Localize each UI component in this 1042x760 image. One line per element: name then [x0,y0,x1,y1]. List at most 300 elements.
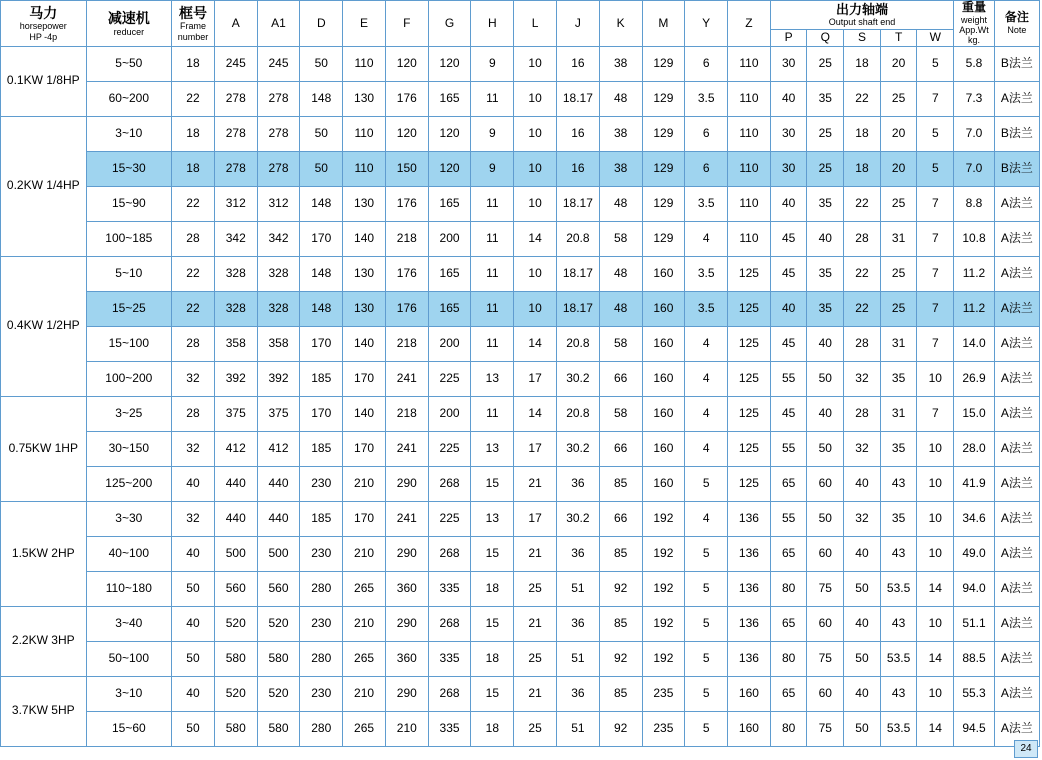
cell-dim-f: 176 [385,186,428,221]
cell-dim-m: 192 [642,501,685,536]
cell-frame-number: 18 [172,151,215,186]
cell-dim-a1: 245 [257,46,300,81]
cell-model: 0.4KW 1/2HP [1,256,87,396]
cell-dim-z: 110 [728,116,771,151]
cell-output-w: 10 [917,676,954,711]
cell-dim-l: 21 [514,536,557,571]
cell-dim-f: 218 [385,396,428,431]
cell-output-t: 35 [880,501,917,536]
cell-dim-a: 278 [214,116,257,151]
cell-frame-number: 28 [172,221,215,256]
cell-dim-j: 51 [556,571,599,606]
cell-output-q: 50 [807,501,844,536]
cell-dim-y: 3.5 [685,186,728,221]
header-out-w: W [917,30,954,47]
cell-dim-m: 160 [642,326,685,361]
cell-dim-z: 125 [728,361,771,396]
cell-reduction-ratio: 40~100 [86,536,172,571]
cell-dim-h: 18 [471,571,514,606]
cell-output-p: 65 [770,676,807,711]
cell-dim-f: 150 [385,151,428,186]
cell-dim-y: 5 [685,641,728,676]
cell-output-w: 5 [917,151,954,186]
cell-dim-g: 335 [428,571,471,606]
cell-dim-e: 130 [343,186,386,221]
cell-note: B法兰 [994,151,1039,186]
cell-dim-d: 230 [300,676,343,711]
cell-dim-d: 170 [300,326,343,361]
cell-output-s: 22 [844,291,881,326]
cell-model: 3.7KW 5HP [1,676,87,746]
cell-dim-h: 11 [471,291,514,326]
cell-dim-f: 120 [385,46,428,81]
table-row [1,501,1040,536]
cell-weight: 5.8 [954,46,995,81]
cell-dim-a1: 312 [257,186,300,221]
cell-output-q: 25 [807,151,844,186]
cell-dim-m: 129 [642,116,685,151]
table-row [1,396,1040,431]
cell-dim-l: 10 [514,116,557,151]
table-row [1,151,1040,186]
cell-output-s: 40 [844,676,881,711]
cell-dim-a: 520 [214,606,257,641]
cell-output-p: 40 [770,291,807,326]
cell-dim-l: 10 [514,186,557,221]
cell-dim-h: 11 [471,81,514,116]
header-frame [172,1,215,47]
cell-dim-d: 280 [300,641,343,676]
cell-dim-g: 268 [428,536,471,571]
cell-reduction-ratio: 15~30 [86,151,172,186]
cell-dim-d: 170 [300,396,343,431]
cell-dim-k: 85 [599,606,642,641]
cell-dim-e: 130 [343,256,386,291]
cell-dim-j: 16 [556,116,599,151]
header-dim-e: E [343,1,386,47]
cell-dim-f: 290 [385,466,428,501]
cell-frame-number: 18 [172,116,215,151]
table-row [1,186,1040,221]
cell-note: A法兰 [994,711,1039,746]
cell-output-p: 45 [770,396,807,431]
cell-output-t: 43 [880,536,917,571]
table-row [1,361,1040,396]
cell-dim-a: 580 [214,711,257,746]
cell-dim-y: 3.5 [685,291,728,326]
header-dim-k: K [599,1,642,47]
cell-dim-g: 268 [428,466,471,501]
cell-output-q: 60 [807,606,844,641]
cell-dim-z: 110 [728,46,771,81]
cell-dim-f: 176 [385,81,428,116]
cell-output-w: 10 [917,431,954,466]
cell-output-t: 31 [880,396,917,431]
table-row [1,221,1040,256]
cell-reduction-ratio: 5~50 [86,46,172,81]
cell-output-p: 80 [770,711,807,746]
cell-dim-a: 440 [214,501,257,536]
cell-reduction-ratio: 100~200 [86,361,172,396]
cell-model: 0.1KW 1/8HP [1,46,87,116]
header-note [994,1,1039,47]
table-row [1,81,1040,116]
cell-dim-z: 136 [728,501,771,536]
cell-output-q: 40 [807,221,844,256]
cell-dim-a1: 278 [257,116,300,151]
cell-frame-number: 22 [172,291,215,326]
cell-dim-k: 66 [599,431,642,466]
header-frame-en2: number [177,31,209,42]
header-output-en: Output shaft end [828,17,896,28]
cell-output-q: 60 [807,676,844,711]
cell-dim-z: 125 [728,291,771,326]
cell-dim-d: 230 [300,536,343,571]
cell-frame-number: 22 [172,186,215,221]
cell-note: B法兰 [994,116,1039,151]
cell-dim-g: 165 [428,186,471,221]
cell-dim-h: 15 [471,536,514,571]
cell-dim-g: 120 [428,151,471,186]
cell-note: A法兰 [994,606,1039,641]
cell-dim-j: 51 [556,711,599,746]
header-dim-l: L [514,1,557,47]
header-weight-en: weight [961,14,988,25]
cell-note: A法兰 [994,256,1039,291]
header-dim-j: J [556,1,599,47]
table-row [1,571,1040,606]
cell-output-t: 53.5 [880,571,917,606]
cell-dim-y: 4 [685,431,728,466]
cell-reduction-ratio: 5~10 [86,256,172,291]
header-dim-m: M [642,1,685,47]
cell-dim-m: 160 [642,256,685,291]
cell-reduction-ratio: 100~185 [86,221,172,256]
cell-dim-a: 328 [214,256,257,291]
table-row [1,641,1040,676]
header-row-primary [1,1,1040,30]
cell-dim-d: 185 [300,431,343,466]
cell-dim-f: 290 [385,676,428,711]
header-weight-en2: App.Wt [959,25,989,36]
cell-output-q: 25 [807,116,844,151]
cell-output-s: 22 [844,256,881,291]
cell-output-w: 7 [917,396,954,431]
cell-dim-k: 58 [599,326,642,361]
cell-dim-f: 218 [385,326,428,361]
cell-reduction-ratio: 125~200 [86,466,172,501]
cell-dim-a: 278 [214,151,257,186]
header-dim-z: Z [728,1,771,47]
cell-output-t: 20 [880,151,917,186]
cell-dim-m: 160 [642,291,685,326]
cell-dim-d: 170 [300,221,343,256]
header-dim-g: G [428,1,471,47]
table-row [1,431,1040,466]
cell-dim-z: 160 [728,711,771,746]
cell-dim-y: 4 [685,361,728,396]
cell-dim-k: 48 [599,256,642,291]
header-reducer-cn: 减速机 [107,9,150,26]
cell-dim-h: 18 [471,641,514,676]
header-out-t: T [880,30,917,47]
cell-dim-l: 25 [514,711,557,746]
cell-dim-j: 30.2 [556,501,599,536]
cell-output-s: 50 [844,571,881,606]
cell-dim-a1: 328 [257,256,300,291]
cell-output-w: 7 [917,186,954,221]
cell-reduction-ratio: 50~100 [86,641,172,676]
cell-note: A法兰 [994,676,1039,711]
cell-dim-z: 110 [728,221,771,256]
cell-output-w: 7 [917,81,954,116]
cell-note: A法兰 [994,431,1039,466]
cell-dim-z: 125 [728,256,771,291]
cell-dim-z: 136 [728,606,771,641]
cell-dim-z: 136 [728,641,771,676]
cell-dim-k: 48 [599,291,642,326]
cell-reduction-ratio: 110~180 [86,571,172,606]
cell-dim-a1: 278 [257,151,300,186]
table-row [1,606,1040,641]
cell-dim-y: 6 [685,116,728,151]
cell-dim-z: 136 [728,571,771,606]
cell-dim-h: 13 [471,501,514,536]
cell-dim-m: 129 [642,221,685,256]
cell-dim-y: 3.5 [685,81,728,116]
cell-dim-g: 335 [428,711,471,746]
cell-frame-number: 50 [172,641,215,676]
cell-output-t: 53.5 [880,641,917,676]
header-reducer [86,1,172,47]
cell-dim-k: 66 [599,501,642,536]
cell-output-s: 18 [844,46,881,81]
cell-weight: 94.5 [954,711,995,746]
cell-output-t: 20 [880,116,917,151]
cell-dim-a: 392 [214,361,257,396]
cell-output-p: 65 [770,466,807,501]
cell-dim-k: 92 [599,641,642,676]
cell-dim-z: 136 [728,536,771,571]
cell-dim-d: 148 [300,256,343,291]
header-dim-h: H [471,1,514,47]
cell-dim-l: 17 [514,431,557,466]
header-out-s: S [844,30,881,47]
cell-reduction-ratio: 3~30 [86,501,172,536]
cell-output-p: 55 [770,431,807,466]
cell-dim-m: 160 [642,396,685,431]
cell-dim-l: 25 [514,641,557,676]
cell-dim-j: 20.8 [556,221,599,256]
cell-frame-number: 40 [172,676,215,711]
cell-output-s: 28 [844,396,881,431]
cell-note: B法兰 [994,46,1039,81]
cell-output-p: 40 [770,81,807,116]
cell-dim-m: 129 [642,151,685,186]
cell-dim-j: 18.17 [556,291,599,326]
cell-dim-m: 160 [642,466,685,501]
cell-output-t: 43 [880,466,917,501]
cell-dim-h: 11 [471,256,514,291]
cell-weight: 28.0 [954,431,995,466]
header-dim-d: D [300,1,343,47]
cell-dim-a1: 328 [257,291,300,326]
cell-dim-l: 10 [514,256,557,291]
cell-dim-a1: 440 [257,501,300,536]
cell-dim-a: 500 [214,536,257,571]
cell-output-q: 35 [807,81,844,116]
cell-output-q: 40 [807,326,844,361]
cell-dim-e: 265 [343,711,386,746]
cell-dim-a: 560 [214,571,257,606]
cell-dim-e: 140 [343,221,386,256]
cell-dim-l: 14 [514,326,557,361]
cell-dim-d: 50 [300,151,343,186]
cell-output-p: 45 [770,221,807,256]
cell-output-w: 10 [917,361,954,396]
cell-frame-number: 40 [172,606,215,641]
cell-dim-h: 11 [471,326,514,361]
cell-output-q: 75 [807,711,844,746]
header-dim-y: Y [685,1,728,47]
cell-dim-a1: 440 [257,466,300,501]
cell-dim-d: 148 [300,81,343,116]
cell-dim-l: 21 [514,606,557,641]
cell-dim-l: 14 [514,221,557,256]
cell-dim-a: 580 [214,641,257,676]
cell-dim-f: 241 [385,431,428,466]
cell-dim-a: 278 [214,81,257,116]
cell-dim-e: 210 [343,466,386,501]
cell-dim-a: 358 [214,326,257,361]
cell-dim-g: 335 [428,641,471,676]
cell-output-w: 10 [917,606,954,641]
cell-dim-a1: 375 [257,396,300,431]
cell-dim-k: 92 [599,571,642,606]
cell-output-q: 40 [807,396,844,431]
cell-dim-g: 268 [428,606,471,641]
cell-dim-d: 50 [300,116,343,151]
cell-output-t: 31 [880,221,917,256]
cell-output-w: 7 [917,221,954,256]
cell-output-q: 60 [807,536,844,571]
cell-dim-g: 165 [428,291,471,326]
cell-dim-e: 130 [343,291,386,326]
cell-dim-h: 9 [471,116,514,151]
cell-weight: 15.0 [954,396,995,431]
table-row [1,326,1040,361]
cell-output-q: 25 [807,46,844,81]
cell-output-q: 75 [807,571,844,606]
cell-weight: 7.3 [954,81,995,116]
cell-dim-a1: 500 [257,536,300,571]
cell-dim-h: 11 [471,186,514,221]
table-row [1,256,1040,291]
cell-output-t: 25 [880,81,917,116]
cell-output-s: 40 [844,536,881,571]
cell-dim-y: 5 [685,711,728,746]
cell-dim-g: 200 [428,326,471,361]
cell-frame-number: 50 [172,571,215,606]
cell-dim-l: 21 [514,676,557,711]
cell-reduction-ratio: 15~90 [86,186,172,221]
cell-dim-g: 120 [428,116,471,151]
cell-model: 2.2KW 3HP [1,606,87,676]
cell-output-w: 10 [917,536,954,571]
cell-dim-f: 241 [385,501,428,536]
cell-output-p: 30 [770,116,807,151]
cell-dim-a: 375 [214,396,257,431]
cell-dim-d: 185 [300,501,343,536]
table-header [1,1,1040,47]
cell-dim-l: 14 [514,396,557,431]
cell-output-t: 25 [880,256,917,291]
cell-reduction-ratio: 3~10 [86,676,172,711]
cell-output-w: 5 [917,116,954,151]
cell-model: 0.2KW 1/4HP [1,116,87,256]
cell-dim-g: 165 [428,81,471,116]
cell-dim-y: 5 [685,606,728,641]
cell-dim-e: 110 [343,116,386,151]
cell-dim-f: 290 [385,606,428,641]
cell-note: A法兰 [994,396,1039,431]
cell-dim-k: 38 [599,151,642,186]
cell-output-w: 14 [917,571,954,606]
cell-dim-a1: 520 [257,606,300,641]
cell-output-q: 60 [807,466,844,501]
cell-dim-h: 11 [471,221,514,256]
cell-frame-number: 28 [172,396,215,431]
cell-output-s: 40 [844,466,881,501]
cell-output-p: 30 [770,46,807,81]
cell-weight: 94.0 [954,571,995,606]
table-row [1,676,1040,711]
cell-dim-g: 200 [428,221,471,256]
cell-dim-a1: 392 [257,361,300,396]
cell-dim-e: 140 [343,396,386,431]
cell-dim-g: 225 [428,431,471,466]
cell-dim-h: 15 [471,466,514,501]
header-reducer-en: reducer [113,26,145,37]
cell-weight: 7.0 [954,116,995,151]
cell-dim-g: 200 [428,396,471,431]
cell-output-q: 75 [807,641,844,676]
cell-dim-z: 125 [728,396,771,431]
header-weight-cn: 重量 [962,0,987,14]
cell-dim-y: 4 [685,501,728,536]
header-model-en: horsepower [19,21,67,32]
header-out-q: Q [807,30,844,47]
cell-dim-h: 9 [471,151,514,186]
cell-output-p: 65 [770,536,807,571]
cell-dim-a1: 580 [257,711,300,746]
cell-dim-k: 38 [599,116,642,151]
cell-note: A法兰 [994,571,1039,606]
cell-output-w: 10 [917,501,954,536]
header-dim-a: A [214,1,257,47]
header-note-en: Note [1007,25,1027,36]
cell-dim-j: 30.2 [556,431,599,466]
cell-dim-a: 342 [214,221,257,256]
cell-reduction-ratio: 3~10 [86,116,172,151]
cell-frame-number: 32 [172,431,215,466]
cell-note: A法兰 [994,361,1039,396]
cell-output-p: 65 [770,606,807,641]
cell-dim-a1: 358 [257,326,300,361]
cell-reduction-ratio: 15~60 [86,711,172,746]
cell-dim-e: 110 [343,46,386,81]
cell-output-t: 20 [880,46,917,81]
